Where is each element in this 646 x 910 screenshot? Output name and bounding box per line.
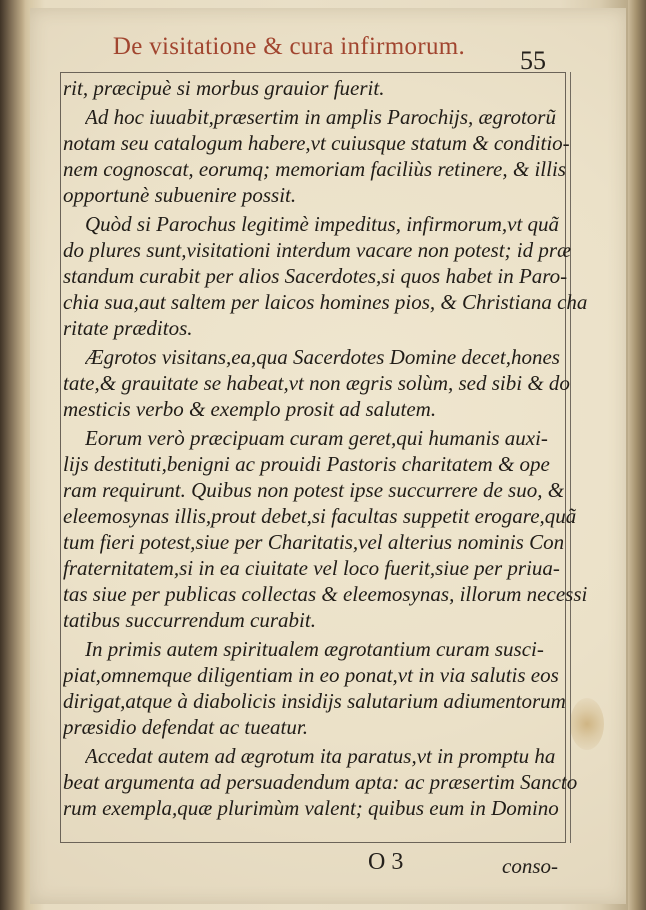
text-line: tas siue per publicas collectas & eleemosynas, illorum necessi: [63, 582, 588, 606]
text-line: notam seu catalogum habere,vt cuiusque statum & conditio-: [63, 131, 570, 155]
text-line: beat argumenta ad persuadendum apta: ac præsertim Sancto: [63, 770, 578, 794]
text-line: tum fieri potest,siue per Charitatis,vel alterius nominis Con: [63, 530, 565, 554]
text-line: præsidio defendat ac tueatur.: [63, 715, 308, 739]
outer-margin-rule: [570, 72, 571, 843]
text-line: piat,omnemque diligentiam in eo ponat,vt in via salutis eos: [63, 663, 559, 687]
text-line: eleemosynas illis,prout debet,si facultas suppetit erogare,quã: [63, 504, 577, 528]
text-line: lijs destituti,benigni ac prouidi Pastoris charitatem & ope: [63, 452, 550, 476]
running-head: De visitatione & cura infirmorum.: [112, 33, 466, 60]
text-line: do plures sunt,visitationi interdum vacare non potest; id præ: [63, 238, 572, 262]
text-line: fraternitatem,si in ea ciuitate vel loco fuerit,siue per priua-: [63, 556, 560, 580]
text-line: ritate præditos.: [63, 316, 193, 340]
page-number: 55: [520, 46, 546, 75]
text-line: tatibus succurrendum curabit.: [63, 608, 316, 632]
text-line: Quòd si Parochus legitimè impeditus, infirmorum,vt quã: [85, 212, 560, 236]
text-line: tate,& grauitate se habeat,vt non ægris solùm, sed sibi & do: [63, 371, 570, 395]
page-fore-edge: [628, 0, 646, 910]
text-line: Eorum verò præcipuam curam geret,qui humanis auxi-: [85, 426, 548, 450]
text-line: opportunè subuenire possit.: [63, 183, 297, 207]
catchword: conso-: [502, 854, 558, 878]
text-line: rit, præcipuè si morbus grauior fuerit.: [63, 76, 385, 100]
text-line: nem cognoscat, eorumq; memoriam faciliùs retinere, & illis: [63, 157, 566, 181]
text-line: ram requirunt. Quibus non potest ipse succurrere de suo, &: [63, 478, 565, 502]
text-line: In primis autem spiritualem ægrotantium curam susci-: [85, 637, 544, 661]
text-line: Ad hoc iuuabit,præsertim in amplis Parochijs, ægrotorũ: [85, 105, 556, 129]
text-line: mesticis verbo & exemplo prosit ad salutem.: [63, 397, 437, 421]
text-line: rum exempla,quæ plurimùm valent; quibus eum in Domino: [63, 796, 559, 820]
text-line: chia sua,aut saltem per laicos homines pios, & Christiana cha: [63, 290, 588, 314]
paper-stain: [570, 698, 604, 750]
book-binding-edge: [0, 0, 26, 910]
text-line: dirigat,atque à diabolicis insidijs salutarium adiumentorum: [63, 689, 566, 713]
text-line: Ægrotos visitans,ea,qua Sacerdotes Domine decet,hones: [85, 345, 560, 369]
text-line: Accedat autem ad ægrotum ita paratus,vt in promptu ha: [85, 744, 556, 768]
text-line: standum curabit per alios Sacerdotes,si quos habet in Paro-: [63, 264, 568, 288]
signature-mark: O 3: [368, 849, 404, 875]
